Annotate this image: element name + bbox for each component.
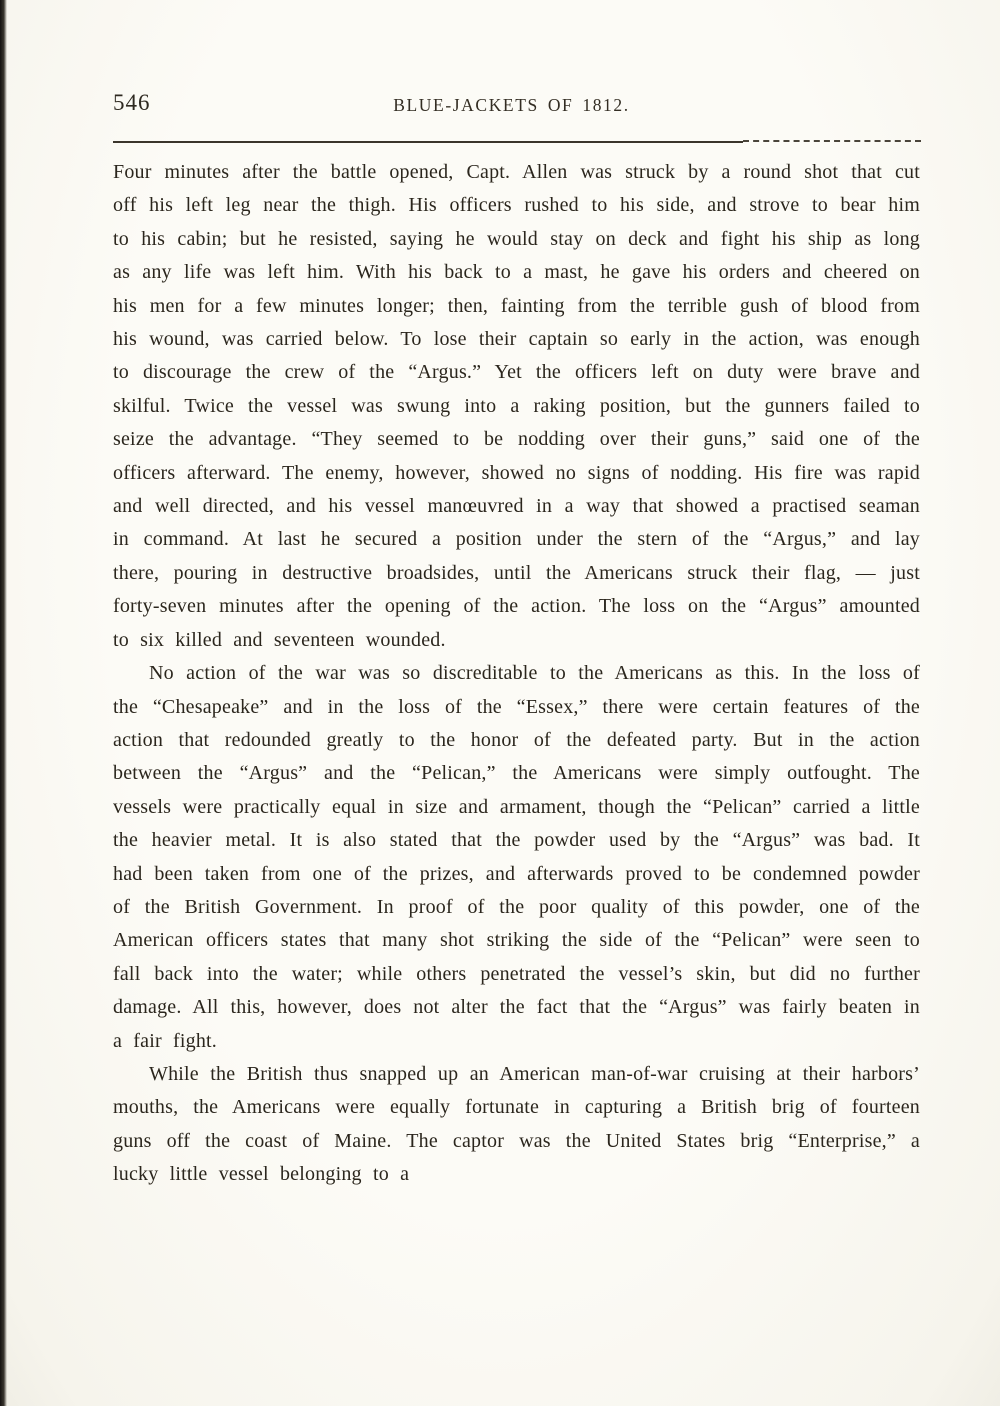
- header-rule-solid: [113, 141, 743, 143]
- paragraph: No action of the war was so discreditable to the Americans as this. In the loss of the “Chesapeake” and in the loss of the “Essex,” there were certain features of the action that redounded greatly to the honor of the defeated party. But in the action between the “Argus” and the “Pelican,” the Americans were simply outfought. The vessels were practically equal in size and armament, though the “Pelican” carried a little the heavier metal. It is also stated that the powder used by the “Argus” was bad. It had been taken from one of the prizes, and afterwards proved to be condemned powder of the British Government. In proof of the poor quality of this powder, one of the American officers states that many shot striking the side of the “Pelican” were seen to fall back into the water; while others penetrated the vessel’s skin, but did no further damage. All this, however, does not alter the fact that the “Argus” was fairly beaten in a fair fight.: [113, 662, 920, 1052]
- running-header-title: BLUE-JACKETS OF 1812.: [393, 95, 630, 115]
- header-rule-dashed: [743, 140, 921, 142]
- page-number: 546: [113, 90, 151, 115]
- paragraph: Four minutes after the battle opened, Capt. Allen was struck by a round shot that cut off his left leg near the thigh. His officers rushed to his side, and strove to bear him to his cabin; but he resisted, saying he would stay on deck and fight his ship as long as any life was left him. With his back to a mast, he gave his orders and cheered on his men for a few minutes longer; then, fainting from the terrible gush of blood from his wound, was carried below. To lose their captain so early in the action, was enough to discourage the crew of the “Argus.” Yet the officers left on duty were brave and skilful. Twice the vessel was swung into a raking position, but the gunners failed to seize the advantage. “They seemed to be nodding over their guns,” said one of the officers afterward. The enemy, however, showed no signs of nodding. His fire was rapid and well directed, and his vessel manœuvred in a way that showed a practised seaman in command. At last he secured a position under the stern of the “Argus,” and lay there, pouring in destructive broadsides, until the Americans struck their flag, — just forty-seven minutes after the opening of the action. The loss on the “Argus” amounted to six killed and seventeen wounded.: [113, 161, 920, 651]
- running-head: [113, 88, 920, 124]
- page-body-text: [113, 156, 920, 1192]
- paragraph: While the British thus snapped up an American man-of-war cruising at their harbors’ mouths, the Americans were equally fortunate in capturing a British brig of fourteen guns off the coast of Maine. The captor was the United States brig “Enterprise,” a lucky little vessel belonging to a: [113, 1062, 920, 1186]
- header-rule: [113, 141, 921, 144]
- scan-edge: [0, 0, 7, 1406]
